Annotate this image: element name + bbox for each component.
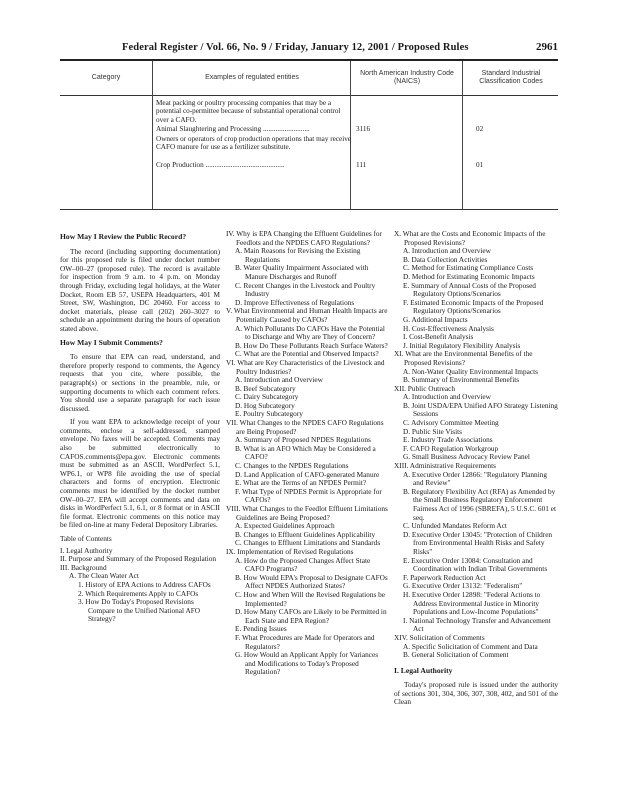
toc-item: A. The Clean Water Act [69,571,139,581]
toc-item: I. Cost-Benefit Analysis [403,332,474,342]
paragraph: Today's proposed rule is issued under the authority of sections 301, 304, 306, 307, 308, 402, and 501 of the Clean [394,680,558,707]
running-head-title: Federal Register / Vol. 66, No. 9 / Friday, January 12, 2001 / Proposed Rules [122,42,469,53]
toc-item: E. Poultry Subcategory [235,409,303,419]
toc-item: A. Summary of Proposed NPDES Regulations [235,435,371,445]
toc-item: IX. Implementation of Revised Regulations [226,546,354,556]
toc-item: D. Improve Effectiveness of Regulations [235,297,355,307]
toc-item: D. Public Site Visits [403,426,463,436]
table-row-text: Crop Production ............................................ [156,161,285,169]
toc-item: XII. Public Outreach [394,383,455,393]
toc-item: B. How Would EPA's Proposal to Designate CAFOs Affect NPDES Authorized States? [235,572,388,591]
toc-item: B. Beef Subcategory [235,383,296,393]
column-divider [152,95,153,209]
column-divider [462,95,463,209]
toc-item: B. Data Collection Activities [403,254,488,264]
toc-item: X. What are the Costs and Economic Impacts of the Proposed Revisions? [394,229,546,247]
toc-item: B. How Do These Pollutants Reach Surface Waters? [235,340,388,350]
toc-item: XI. What are the Environmental Benefits of the Proposed Revisions? [394,349,533,367]
table-row-text: Meat packing or poultry processing companies that may be a potential co-permittee because of substantial operational control over a CAFO. [156,99,341,124]
toc-item: E. Summary of Annual Costs of the Proposed Regulatory Options/Scenarios [403,280,536,299]
toc-item: E. Pending Issues [235,624,287,634]
toc-item: A. Specific Solicitation of Comment and Data [403,641,538,651]
header-sic: Standard Industrial Classification Codes [462,61,559,95]
toc-item: B. Water Quality Impairment Associated with Manure Discharges and Runoff [235,263,369,281]
toc-item: III. Background [60,562,107,572]
toc-item: J. Initial Regulatory Flexibility Analysis [403,340,521,350]
toc-item: C. How and When Will the Revised Regulations be Implemented? [235,589,386,608]
toc-item: D. Method for Estimating Economic Impacts [403,271,535,281]
toc-item: D. How Many CAFOs are Likely to be Permitted in Each State and EPA Region? [235,607,387,625]
toc-item: C. Advisory Committee Meeting [403,418,499,428]
paragraph: To ensure that EPA can read, understand, and therefore properly respond to comments, the Agency requests that you cite, where possible, the paragraph(s) or sections in the preamble, rule, or supporting documents to which each comment refers. You should use a separate paragraph for each issue discussed. [60,352,220,413]
page-number: 2961 [536,41,558,53]
toc-item: C. Unfunded Mandates Reform Act [403,521,507,531]
toc-item: F. Paperwork Reduction Act [403,572,486,582]
regulated-entities-table [60,59,558,211]
toc-item: A. Non-Water Quality Environmental Impacts [403,366,538,376]
toc-item: XIII. Administrative Requirements [394,461,496,471]
toc-item: H. Cost-Effectiveness Analysis [403,323,494,333]
toc-title: Table of Contents [60,534,112,543]
toc-item: VII. What Changes to the NPDES CAFO Regulations are Being Proposed? [226,418,384,436]
table-row-text: Owners or operators of crop production operations that may receive CAFO manure for use as a fertilizer substitute. [156,135,351,152]
toc-item: A. Introduction and Overview [403,392,491,402]
toc-item: I. National Technology Transfer and Advancement Act [403,615,551,634]
toc-item: VIII. What Changes to the Feedlot Effluent Limitations Guidelines are Being Proposed? [226,504,388,522]
table-header [60,61,558,96]
toc-item: E. What are the Terms of an NPDES Permit? [235,478,367,488]
table-row-naics: 3116 [356,125,371,133]
text-column-2 [226,230,390,677]
toc-item: G. Executive Order 13132: "Federalism" [403,581,523,591]
toc-item: 1. History of EPA Actions to Address CAFOs [78,579,211,589]
toc-item: B. General Solicitation of Comment [403,650,509,660]
toc-item: G. How Would an Applicant Apply for Variances and Modifications to Today's Proposed Regulation? [235,650,379,677]
section-heading: How May I Review the Public Record? [60,232,187,241]
toc-item: A. Which Pollutants Do CAFOs Have the Potential to Discharge and Why are They of Concern? [235,323,385,342]
toc-item: C. Changes to the NPDES Regulations [235,461,349,471]
toc-item: D. Executive Order 13045: "Protection of Children from Environmental Health Risks and Safety Risks" [403,529,553,556]
section-heading: How May I Submit Comments? [60,337,163,347]
toc-item: A. Executive Order 12866: "Regulatory Planning and Review" [403,469,548,488]
toc-item: B. Joint USDA/EPA Unified AFO Strategy Listening Sessions [403,400,558,419]
toc-item: H. Executive Order 12898: "Federal Actions to Address Environmental Justice in Minority Populations and Low-Income Populations" [403,589,541,617]
toc-item: F. What Procedures are Made for Operators and Regulators? [235,632,375,651]
toc-item: E. Executive Order 13084: Consultation and Coordination with Indian Tribal Governments [403,555,548,574]
table-bottom-rule [60,209,558,210]
toc-item: B. Regulatory Flexibility Act (RFA) as Amended by the Small Business Regulatory Enforcement Fairness Act of 1996 (SBREFA), 5 U.S.C. 601 et seq. [403,486,556,522]
table-of-contents [226,230,390,677]
toc-item: VI. What are Key Characteristics of the Livestock and Poultry Industries? [226,357,385,376]
toc-item: F. CAFO Regulation Workgroup [403,443,499,453]
toc-item: B. Summary of Environmental Benefits [403,375,520,385]
toc-item: C. Changes to Effluent Limitations and Standards [235,538,381,548]
paragraph: The record (including supporting documentation) for this proposed rule is filed under docket number OW–00–27 (proposed rule). The record is available for inspection from 9 a.m. to 4 p.m. on Monday through Friday, excluding legal holidays, at the Water Docket, Room EB 57, USEPA Headquarters, 401 M Street, SW, Washington, DC 20460. For access to docket materials, please call (202) 260–3027 to schedule an appointment during the hours of operation stated above. [60,246,220,333]
toc-item: F. Estimated Economic Impacts of the Proposed Regulatory Options/Scenarios [403,297,544,316]
table-row-naics: 111 [356,161,367,169]
table-of-contents [60,547,220,624]
paragraph: If you want EPA to acknowledge receipt of your comments, enclose a self-addressed, stamped envelope. No faxes will be accepted. Comments may also be submitted electronically to CAFOS.comments@epa.gov. Electronic comments must be submitted as an ASCII, WordPerfect 5.1, WP6.1, or WP8 file avoiding the use of special characters and forms of encryption. Electronic comments must be identified by the docket number OW–00–27. EPA will accept comments and data on disks in WordPerfect 5.1, 6.1, or 8 format or in ASCII file format. Electronic comments on this notice may be filed on-line at many Federal Depository Libraries. [60,417,220,530]
text-column-3 [394,230,558,712]
section-heading: I. Legal Authority [394,665,453,675]
table-row-text: Animal Slaughtering and Processing .......................... [156,125,310,133]
toc-item: XIV. Solicitation of Comments [394,632,485,642]
toc-item: C. What are the Potential and Observed Impacts? [235,349,379,359]
toc-item: C. Method for Estimating Compliance Costs [403,263,534,273]
toc-item: G. Additional Impacts [403,314,468,324]
toc-item: E. Industry Trade Associations [403,435,493,445]
toc-item: G. Small Business Advocacy Review Panel [403,452,530,462]
table-of-contents [394,230,558,660]
table-row-sic: 01 [476,161,484,169]
toc-item: B. What is an AFO Which May be Considered a CAFO? [235,443,376,462]
toc-item: C. Recent Changes in the Livestock and Poultry Industry [235,280,376,299]
toc-item: D. Land Application of CAFO-generated Manure [235,469,380,479]
toc-item: V. What Environmental and Human Health Impacts are Potentially Caused by CAFOs? [226,306,388,324]
toc-item: 2. Which Requirements Apply to CAFOs [78,588,199,598]
toc-item: A. Main Reasons for Revising the Existing Regulations [235,246,361,264]
table-row-sic: 02 [476,125,484,133]
running-head [60,40,558,56]
toc-item: IV. Why is EPA Changing the Effluent Guidelines for Feedlots and the NPDES CAFO Regulations? [226,229,382,247]
text-column-1 [60,230,220,624]
toc-item: A. Introduction and Overview [403,246,491,256]
toc-item: 3. How Do Today's Proposed Revisions Compare to the Unified National AFO Strategy? [78,597,201,624]
header-naics: North American Industry Code (NAICS) [350,61,463,95]
toc-item: A. Introduction and Overview [235,375,323,385]
toc-item: II. Purpose and Summary of the Proposed Regulation [60,554,217,564]
toc-item: A. Expected Guidelines Approach [235,521,335,531]
toc-item: I. Legal Authority [60,545,113,555]
toc-item: F. What Type of NPDES Permit is Appropriate for CAFOs? [235,486,382,505]
header-category: Category [91,74,121,81]
header-examples: Examples of regulated entities [152,61,351,95]
page [60,40,558,790]
toc-item: D. Hog Subcategory [235,400,295,410]
toc-item: A. How do the Proposed Changes Affect State CAFO Programs? [235,555,371,574]
toc-item: B. Changes to Effluent Guidelines Applicability [235,529,376,539]
toc-item: C. Dairy Subcategory [235,392,299,402]
